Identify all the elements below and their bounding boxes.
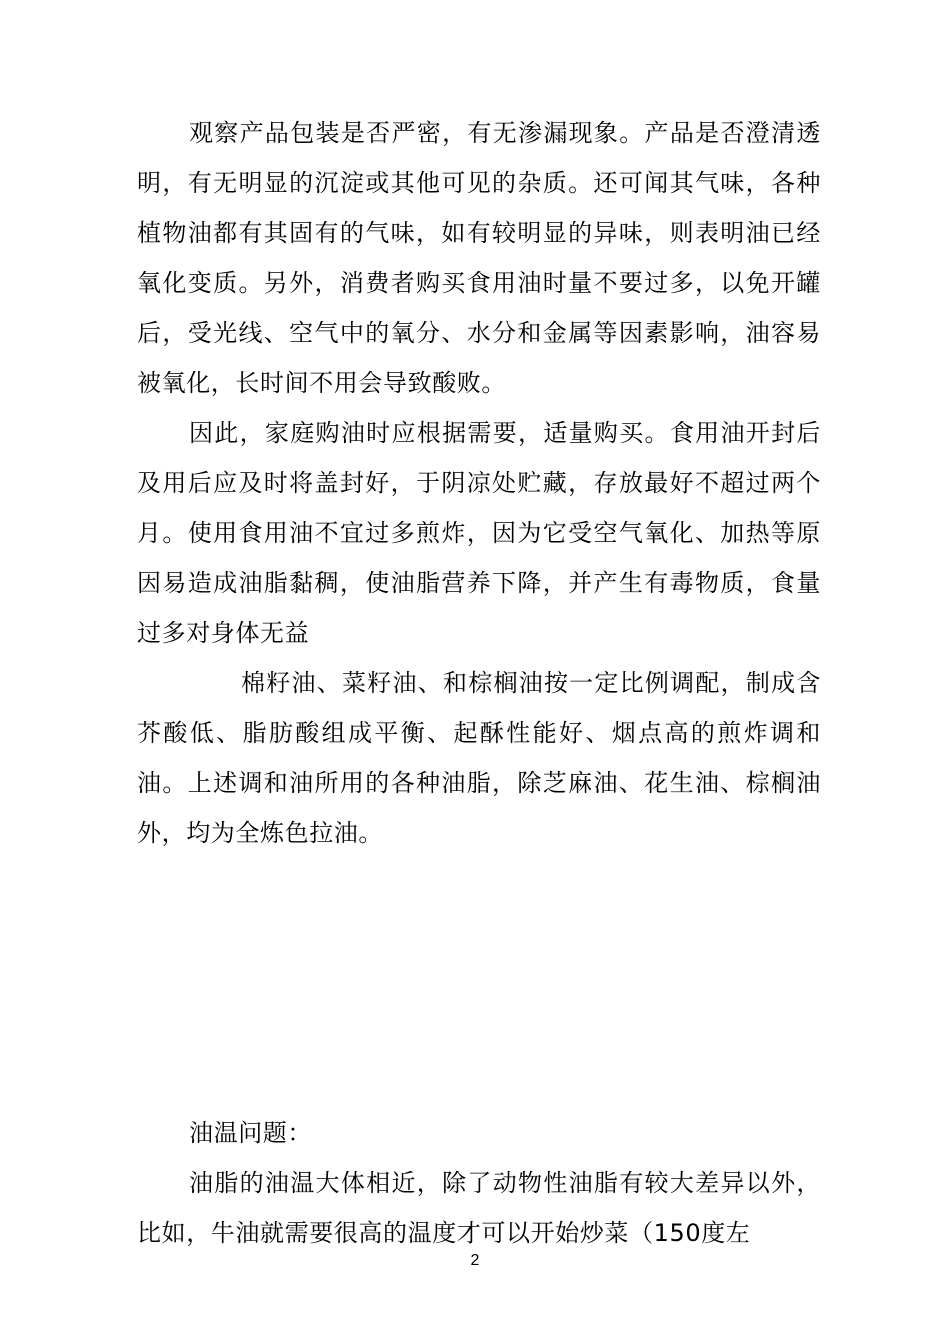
- page-number: 2: [470, 1252, 480, 1269]
- paragraph-oil-temperature: 油脂的油温大体相近，除了动物性油脂有较大差异以外，比如，牛油就需要很高的温度才可以开始炒菜（150度左: [137, 1169, 821, 1247]
- paragraph-storage-advice: 因此，家庭购油时应根据需要，适量购买。食用油开封后及用后应及时将盖封好，于阴凉处贮藏，存放最好不超过两个月。使用食用油不宜过多煎炸，因为它受空气氧化、加热等原因易造成油脂黏稠，使油脂营养下降，并产生有毒物质，食量过多对身体无益: [137, 419, 821, 647]
- section-heading-oil-temperature: 油温问题：: [189, 1119, 312, 1147]
- paragraph-blended-oil: 棉籽油、菜籽油、和棕榈油按一定比例调配，制成含芥酸低、脂肪酸组成平衡、起酥性能好、烟点高的煎炸调和油。上述调和油所用的各种油脂，除芝麻油、花生油、棕榈油外，均为全炼色拉油。: [137, 669, 821, 847]
- paragraph-packaging-inspection: 观察产品包装是否严密，有无渗漏现象。产品是否澄清透明，有无明显的沉淀或其他可见的杂质。还可闻其气味，各种植物油都有其固有的气味，如有较明显的异味，则表明油已经氧化变质。另外，消费者购买食用油时量不要过多，以免开罐后，受光线、空气中的氧分、水分和金属等因素影响，油容易被氧化，长时间不用会导致酸败。: [137, 119, 821, 397]
